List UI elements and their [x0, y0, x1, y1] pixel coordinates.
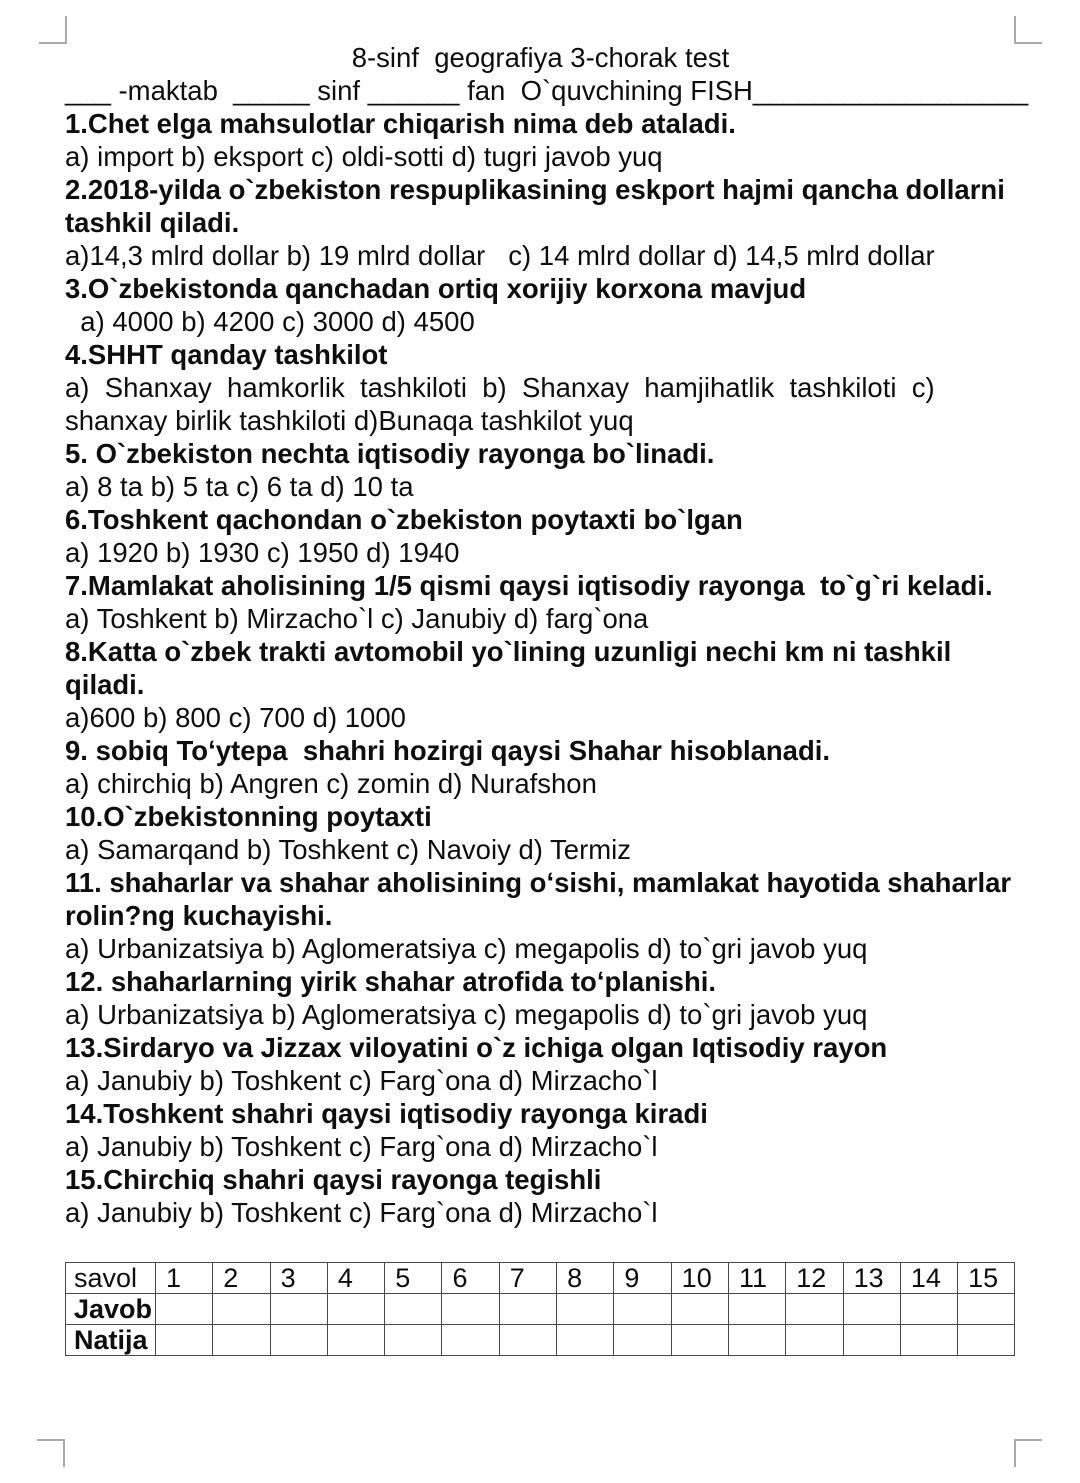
answer-entry-cell: [213, 1294, 270, 1325]
question-number-cell: 11: [728, 1263, 785, 1294]
answer-entry-cell: [671, 1325, 728, 1356]
student-info-blank-line: ___ -maktab _____ sinf ______ fan O`quvchining FISH__________________: [65, 75, 1029, 106]
table-corner-label: savol: [66, 1263, 156, 1294]
row-label: Natija: [66, 1325, 156, 1356]
answer-options-line: a) Toshkent b) Mirzacho`l c) Janubiy d) farg`ona: [65, 603, 649, 634]
text-boundary-mark-top-right: [1014, 16, 1042, 44]
answer-table-row: [66, 1325, 1015, 1356]
document-content: [65, 41, 1029, 1356]
text-boundary-mark-bottom-left: [37, 1439, 65, 1467]
answer-entry-cell: [557, 1294, 614, 1325]
text-boundary-mark-bottom-right: [1014, 1439, 1042, 1467]
question-text-line: 14.Toshkent shahri qaysi iqtisodiy rayonga kiradi: [65, 1098, 708, 1129]
answer-table: [65, 1262, 1015, 1356]
answer-options-line: a) Janubiy b) Toshkent c) Farg`ona d) Mirzacho`l: [65, 1197, 658, 1228]
question-number-cell: 4: [327, 1263, 384, 1294]
question-text-line: 8.Katta o`zbek trakti avtomobil yo`lining uzunligi nechi km ni tashkil: [65, 636, 952, 667]
row-label: Javob: [66, 1294, 156, 1325]
question-number-cell: 1: [156, 1263, 213, 1294]
question-text-line: 9. sobiq Toʻytepa shahri hozirgi qaysi Shahar hisoblanadi.: [65, 735, 831, 766]
answer-options-line: a) Urbanizatsiya b) Aglomeratsiya c) megapolis d) to`gri javob yuq: [65, 933, 868, 964]
answer-options-line: a) 8 ta b) 5 ta c) 6 ta d) 10 ta: [65, 471, 414, 502]
question-text-line: 12. shaharlarning yirik shahar atrofida toʻplanishi.: [65, 966, 717, 997]
question-number-cell: 15: [958, 1263, 1015, 1294]
answer-entry-cell: [786, 1325, 843, 1356]
answer-entry-cell: [786, 1294, 843, 1325]
answer-entry-cell: [671, 1294, 728, 1325]
page-title: 8-sinf geografiya 3-chorak test: [351, 42, 730, 73]
answer-table-row: [66, 1294, 1015, 1325]
answer-entry-cell: [728, 1325, 785, 1356]
question-number-cell: 14: [900, 1263, 957, 1294]
answer-entry-cell: [900, 1294, 957, 1325]
question-text-line: 4.SHHT qanday tashkilot: [65, 339, 388, 370]
answer-entry-cell: [843, 1325, 900, 1356]
question-number-cell: 9: [614, 1263, 671, 1294]
answer-options-line: a) Urbanizatsiya b) Aglomeratsiya c) megapolis d) to`gri javob yuq: [65, 999, 868, 1030]
answer-entry-cell: [614, 1325, 671, 1356]
answer-entry-cell: [958, 1325, 1015, 1356]
answer-entry-cell: [728, 1294, 785, 1325]
answer-options-line: a) Shanxay hamkorlik tashkiloti b) Shanxay hamjihatlik tashkiloti c): [65, 372, 935, 403]
answer-entry-cell: [557, 1325, 614, 1356]
answer-entry-cell: [270, 1294, 327, 1325]
question-number-cell: 8: [557, 1263, 614, 1294]
question-text-line: rolin?ng kuchayishi.: [65, 900, 333, 931]
answer-entry-cell: [614, 1294, 671, 1325]
answer-entry-cell: [958, 1294, 1015, 1325]
question-text-line: 7.Mamlakat aholisining 1/5 qismi qaysi iqtisodiy rayonga to`g`ri keladi.: [65, 570, 993, 601]
answer-entry-cell: [327, 1325, 384, 1356]
question-text-line: 10.O`zbekistonning poytaxti: [65, 801, 432, 832]
answer-entry-cell: [843, 1294, 900, 1325]
answer-options-line: a) Janubiy b) Toshkent c) Farg`ona d) Mirzacho`l: [65, 1065, 658, 1096]
question-text-line: 3.O`zbekistonda qanchadan ortiq xorijiy korxona mavjud: [65, 273, 807, 304]
answer-entry-cell: [499, 1294, 556, 1325]
question-text-line: 15.Chirchiq shahri qaysi rayonga tegishli: [65, 1164, 602, 1195]
answer-entry-cell: [385, 1325, 442, 1356]
answer-entry-cell: [270, 1325, 327, 1356]
answer-options-line: a) 4000 b) 4200 c) 3000 d) 4500: [65, 306, 475, 337]
question-number-cell: 10: [671, 1263, 728, 1294]
question-number-cell: 12: [786, 1263, 843, 1294]
answer-options-line: shanxay birlik tashkiloti d)Bunaqa tashkilot yuq: [65, 405, 634, 436]
answer-entry-cell: [156, 1325, 213, 1356]
answer-entry-cell: [900, 1325, 957, 1356]
answer-entry-cell: [499, 1325, 556, 1356]
text-boundary-mark-top-left: [39, 16, 67, 44]
answer-entry-cell: [385, 1294, 442, 1325]
question-text-line: 6.Toshkent qachondan o`zbekiston poytaxti bo`lgan: [65, 504, 743, 535]
question-number-cell: 3: [270, 1263, 327, 1294]
question-text-line: tashkil qiladi.: [65, 207, 240, 238]
question-text-line: 1.Chet elga mahsulotlar chiqarish nima deb ataladi.: [65, 108, 736, 139]
answer-table-header-row: [66, 1263, 1015, 1294]
answer-entry-cell: [213, 1325, 270, 1356]
question-text-line: qiladi.: [65, 669, 145, 700]
answer-entry-cell: [156, 1294, 213, 1325]
answer-options-line: a)14,3 mlrd dollar b) 19 mlrd dollar c) 14 mlrd dollar d) 14,5 mlrd dollar: [65, 240, 935, 271]
answer-options-line: a) Samarqand b) Toshkent c) Navoiy d) Termiz: [65, 834, 632, 865]
answer-entry-cell: [327, 1294, 384, 1325]
question-number-cell: 2: [213, 1263, 270, 1294]
answer-entry-cell: [442, 1294, 499, 1325]
questions-list: [65, 107, 1016, 1229]
question-number-cell: 7: [499, 1263, 556, 1294]
answer-options-line: a)600 b) 800 c) 700 d) 1000: [65, 702, 406, 733]
question-text-line: 5. O`zbekiston nechta iqtisodiy rayonga bo`linadi.: [65, 438, 715, 469]
question-number-cell: 5: [385, 1263, 442, 1294]
question-number-cell: 13: [843, 1263, 900, 1294]
question-text-line: 2.2018-yilda o`zbekiston respuplikasining eskport hajmi qancha dollarni: [65, 174, 1005, 205]
answer-entry-cell: [442, 1325, 499, 1356]
answer-options-line: a) chirchiq b) Angren c) zomin d) Nurafshon: [65, 768, 597, 799]
answer-options-line: a) import b) eksport c) oldi-sotti d) tugri javob yuq: [65, 141, 663, 172]
answer-options-line: a) Janubiy b) Toshkent c) Farg`ona d) Mirzacho`l: [65, 1131, 658, 1162]
question-number-cell: 6: [442, 1263, 499, 1294]
answer-options-line: a) 1920 b) 1930 c) 1950 d) 1940: [65, 537, 460, 568]
question-text-line: 13.Sirdaryo va Jizzax viloyatini o`z ichiga olgan Iqtisodiy rayon: [65, 1032, 888, 1063]
question-text-line: 11. shaharlar va shahar aholisining oʻsishi, mamlakat hayotida shaharlar: [65, 867, 1012, 898]
